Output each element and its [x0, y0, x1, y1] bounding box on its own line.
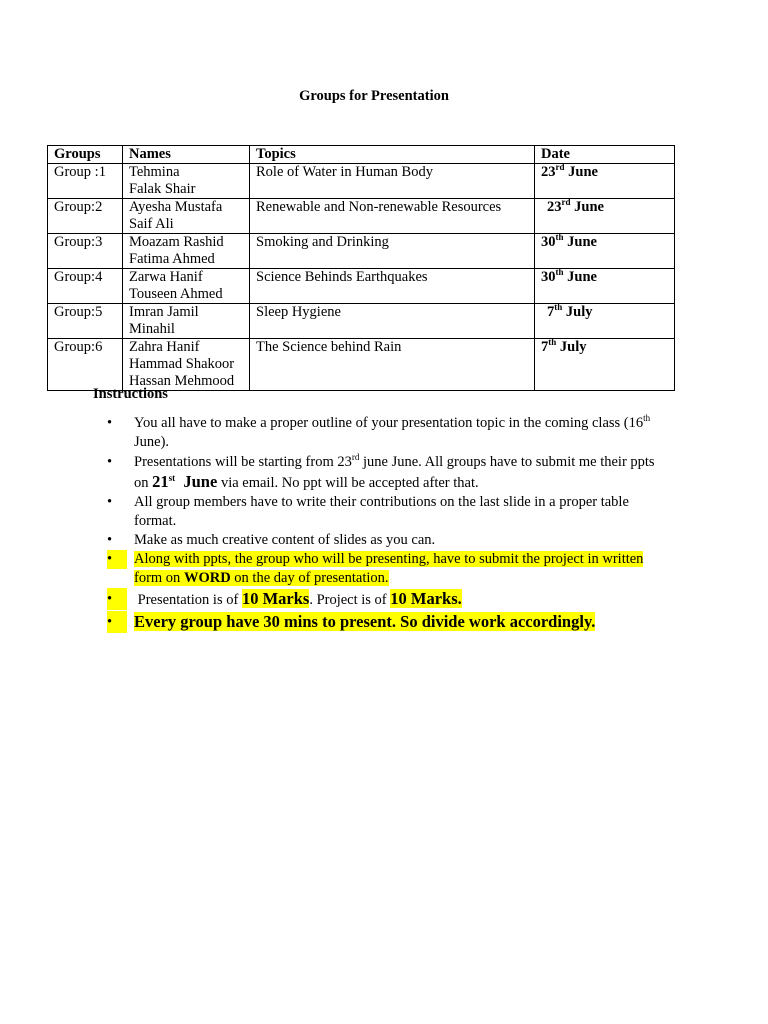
deadline-sup: st: [168, 473, 176, 484]
date-day: 30: [541, 234, 556, 250]
bullet-icon: •: [107, 415, 113, 431]
member-name: Hassan Mehmood: [129, 373, 235, 389]
header-names: Names: [123, 146, 250, 164]
bullet-icon: •: [107, 550, 127, 569]
list-item: [107, 414, 667, 452]
date-month: June: [568, 164, 598, 180]
instructions-heading: Instructions: [93, 386, 168, 402]
names-cell: [123, 199, 250, 234]
deadline-number: 21: [152, 472, 169, 491]
names-cell: [123, 339, 250, 391]
group-cell: Group :1: [48, 164, 123, 199]
topic-cell: Science Behinds Earthquakes: [250, 269, 535, 304]
table-row: [48, 339, 675, 391]
table-row: [48, 164, 675, 199]
date-suffix: th: [554, 302, 563, 313]
item2-text-b: june June. All groups have to submit me their ppts on: [134, 454, 655, 491]
group-cell: Group:2: [48, 199, 123, 234]
names-cell: [123, 234, 250, 269]
member-name: Fatima Ahmed: [129, 251, 215, 267]
topic-cell: Renewable and Non-renewable Resources: [250, 199, 535, 234]
topic-cell: Role of Water in Human Body: [250, 164, 535, 199]
table-row: [48, 304, 675, 339]
date-cell: [535, 164, 675, 199]
header-topics: Topics: [250, 146, 535, 164]
member-name: Hammad Shakoor: [129, 356, 235, 372]
list-item: [107, 531, 667, 550]
item5-bold-word: WORD: [183, 570, 231, 586]
list-item: [107, 452, 667, 493]
member-name: Imran Jamil: [129, 304, 199, 320]
date-cell: [535, 234, 675, 269]
member-name: Ayesha Mustafa: [129, 199, 223, 215]
date-suffix: rd: [555, 162, 565, 173]
item2-sup: rd: [351, 452, 360, 463]
item7-text: Every group have 30 mins to present. So divide work accordingly.: [134, 612, 596, 631]
list-item: [107, 588, 667, 611]
date-cell: [535, 199, 675, 234]
date-day: 7: [541, 339, 549, 355]
member-name: Touseen Ahmed: [129, 286, 223, 302]
date-suffix: th: [555, 232, 564, 243]
item5-text-b: on the day of presentation.: [230, 570, 389, 586]
groups-table: [47, 145, 675, 391]
date-suffix: rd: [561, 197, 571, 208]
item6-text-a: Presentation is of: [134, 592, 242, 608]
member-name: Tehmina: [129, 164, 180, 180]
member-name: Zahra Hanif: [129, 339, 200, 355]
date-cell: [535, 339, 675, 391]
member-name: Falak Shair: [129, 181, 196, 197]
group-cell: Group:3: [48, 234, 123, 269]
date-month: July: [565, 304, 593, 320]
names-cell: [123, 269, 250, 304]
bullet-icon: •: [107, 532, 113, 548]
names-cell: [123, 304, 250, 339]
bullet-icon: •: [107, 494, 113, 510]
member-name: Moazam Rashid: [129, 234, 224, 250]
project-marks: 10 Marks.: [390, 589, 462, 608]
date-day: 7: [547, 304, 555, 320]
table-row: [48, 234, 675, 269]
item3-text: All group members have to write their contributions on the last slide in a proper table format.: [134, 494, 629, 529]
item2-text-a: Presentations will be starting from 23: [134, 454, 352, 470]
date-month: June: [567, 234, 597, 250]
item1-sup: th: [643, 413, 651, 424]
item1-text-b: June).: [134, 434, 170, 450]
bullet-icon: •: [107, 454, 113, 470]
group-cell: Group:5: [48, 304, 123, 339]
page-title: Groups for Presentation: [299, 88, 449, 104]
date-month: June: [567, 269, 597, 285]
list-item: [107, 550, 667, 588]
date-suffix: th: [555, 267, 564, 278]
group-cell: Group:6: [48, 339, 123, 391]
names-cell: [123, 164, 250, 199]
list-item: [107, 493, 667, 531]
date-day: 30: [541, 269, 556, 285]
date-month: July: [559, 339, 587, 355]
member-name: Minahil: [129, 321, 175, 337]
table-row: [48, 199, 675, 234]
member-name: Zarwa Hanif: [129, 269, 203, 285]
item6-text-b: . Project is of: [309, 592, 391, 608]
topic-cell: Smoking and Drinking: [250, 234, 535, 269]
table-header-row: [48, 146, 675, 164]
item4-text: Make as much creative content of slides as you can.: [134, 532, 436, 548]
list-item: [107, 611, 667, 634]
deadline-month: June: [175, 472, 218, 491]
topic-cell: Sleep Hygiene: [250, 304, 535, 339]
item5-text-a: Along with ppts, the group who will be presenting, have to submit the project in written form on: [134, 551, 644, 586]
bullet-icon: •: [107, 611, 127, 633]
date-day: 23: [547, 199, 562, 215]
topic-cell: The Science behind Rain: [250, 339, 535, 391]
date-month: June: [574, 199, 604, 215]
instructions-list: [107, 414, 667, 634]
date-day: 23: [541, 164, 556, 180]
item2-text-c: via email. No ppt will be accepted after that.: [217, 475, 479, 491]
header-date: Date: [535, 146, 675, 164]
bullet-icon: •: [107, 588, 127, 610]
member-name: Saif Ali: [129, 216, 174, 232]
header-groups: Groups: [48, 146, 123, 164]
table-row: [48, 269, 675, 304]
date-suffix: th: [548, 337, 557, 348]
item1-text-a: You all have to make a proper outline of your presentation topic in the coming class (16: [134, 415, 644, 431]
table-body: [48, 164, 675, 391]
group-cell: Group:4: [48, 269, 123, 304]
date-cell: [535, 269, 675, 304]
presentation-marks: 10 Marks: [241, 589, 310, 608]
date-cell: [535, 304, 675, 339]
